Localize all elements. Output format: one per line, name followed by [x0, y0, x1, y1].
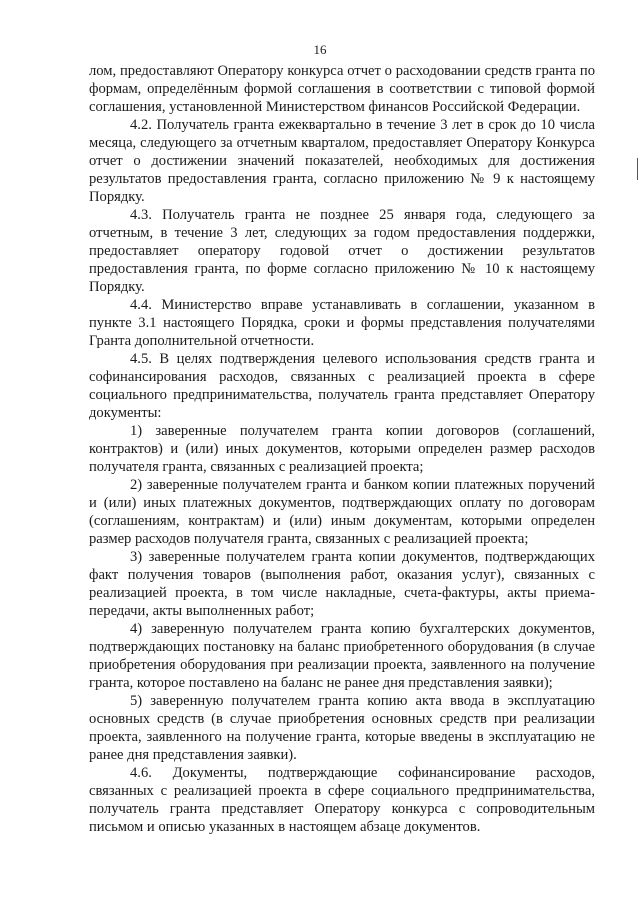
list-item-1: 1) заверенные получателем гранта копии договоров (соглашений, контрактов) и (или) иных документов, которыми определен размер расходов получателя гранта, связанных с реализацией проекта;: [89, 423, 595, 475]
document-body: [89, 62, 595, 836]
paragraph-4-4: 4.4. Министерство вправе устанавливать в соглашении, указанном в пункте 3.1 настоящего Порядка, сроки и формы представления получателями Гранта дополнительной отчетности.: [89, 297, 595, 349]
list-item-3: 3) заверенные получателем гранта копии документов, подтверждающих факт получения товаров (выполнения работ, оказания услуг), связанных с реализацией проекта, в том числе накладные, счета-фактуры, акты приема-передачи, акты выполненных работ;: [89, 549, 595, 619]
list-item-4: 4) заверенную получателем гранта копию бухгалтерских документов, подтверждающих постановку на баланс приобретенного оборудования (в случае приобретения оборудования при реализации проекта, заявленного на получение гранта, которое поставлено на баланс не ранее дня представления заявки);: [89, 621, 595, 691]
paragraph-continuation: лом, предоставляют Оператору конкурса отчет о расходовании средств гранта по формам, определённым формой соглашения в соответствии с типовой формой соглашения, установленной Министерством финансов Российской Федерации.: [89, 63, 595, 115]
page-number: 16: [313, 42, 327, 57]
paragraph-4-2: 4.2. Получатель гранта ежеквартально в течение 3 лет в срок до 10 числа месяца, следующего за отчетным кварталом, предоставляет Оператору Конкурса отчет о достижении значений показателей, необходимых для достижения результатов предоставления гранта, согласно приложению № 9 к настоящему Порядку.: [89, 117, 595, 205]
list-item-5: 5) заверенную получателем гранта копию акта ввода в эксплуатацию основных средств (в случае приобретения основных средств при реализации проекта, заявленного на получение гранта, которые введены в эксплуатацию не ранее дня представления заявки).: [89, 693, 595, 763]
paragraph-4-3: 4.3. Получатель гранта не позднее 25 января года, следующего за отчетным, в течение 3 лет, следующих за годом предоставления поддержки, предоставляет оператору годовой отчет о достижении результатов предоставления гранта, по форме согласно приложению № 10 к настоящему Порядку.: [89, 207, 595, 295]
paragraph-4-6: 4.6. Документы, подтверждающие софинансирование расходов, связанных с реализацией проекта в сфере социального предпринимательства, получатель гранта представляет Оператору конкурса с сопроводительным письмом и описью указанных в настоящем абзаце документов.: [89, 765, 595, 835]
margin-mark: [637, 158, 638, 180]
paragraph-4-5: 4.5. В целях подтверждения целевого использования средств гранта и софинансирования расходов, связанных с реализацией проекта в сфере социального предпринимательства, получатель гранта представляет Оператору документы:: [89, 351, 595, 421]
list-item-2: 2) заверенные получателем гранта и банком копии платежных поручений и (или) иных платежных документов, подтверждающих оплату по договорам (соглашениям, контрактам) и (или) иным документам, которыми определен размер расходов получателя гранта, связанных с реализацией проекта;: [89, 477, 595, 547]
